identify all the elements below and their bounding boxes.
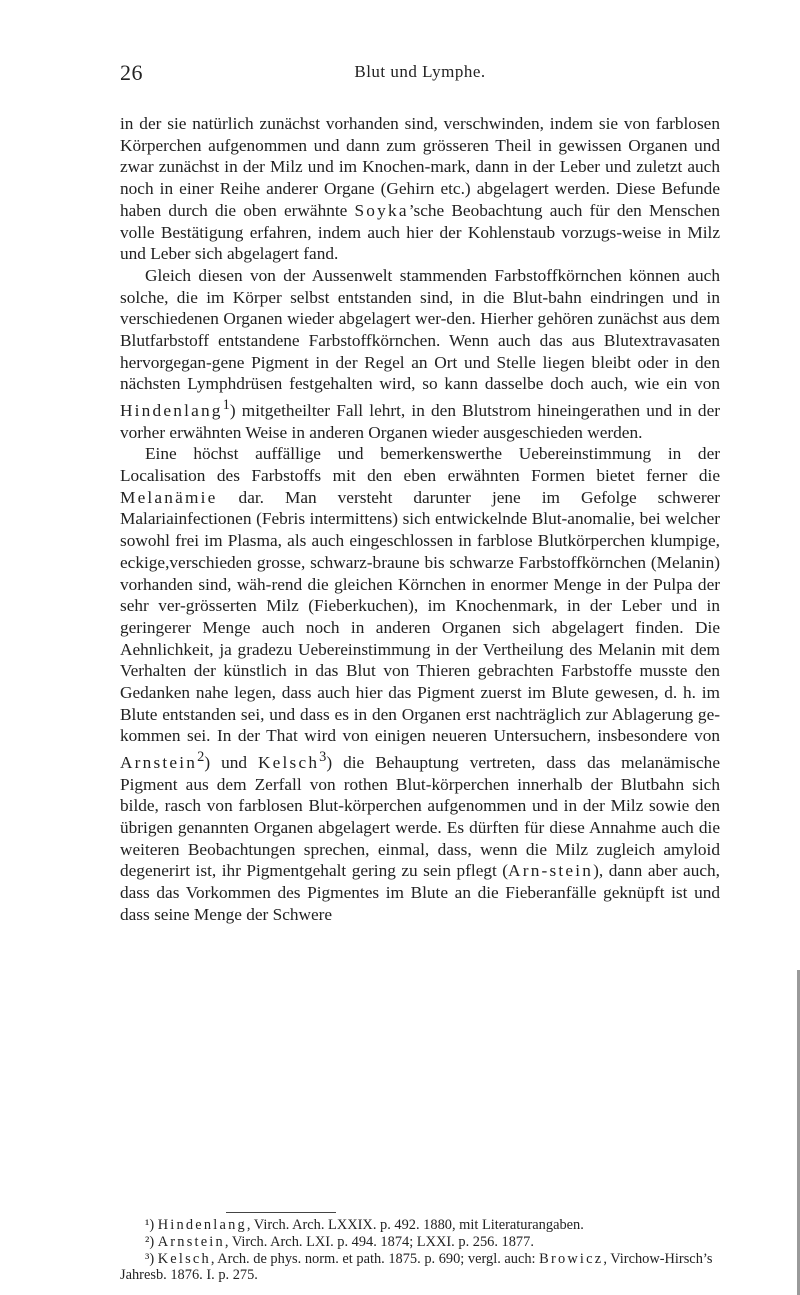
paragraph-3: Eine höchst auffällige und bemerkenswerthe Uebereinstimmung in der Localisation des Farbstoffs mit den eben erwähnten Formen bietet ferner die Melanämie dar. Man versteht darunter jene im Gefolge schwerer Malariainfectionen (Febris intermittens) sich entwickelnde Blut-anomalie, bei welcher sowohl frei im Plasma, als auch eingeschlossen in farblose Blutkörperchen klumpige, eckige,verschieden grosse, schwarz-braune bis schwarze Farbstoffkörnchen (Melanin) vorhanden sind, wäh-rend die gleichen Körnchen in enormer Menge in der Pulpa der sehr ver-grösserten Milz (Fieberkuchen), im Knochenmark, in der Leber und in geringerer Menge auch noch in anderen Organen sich abgelagert finden. Die Aehnlichkeit, ja gradezu Uebereinstimmung in der Vertheilung des Melanin mit dem Verhalten der künstlich in das Blut von Thieren gebrachten Farbstoffe musste den Gedanken nahe legen, dass auch hier das Pigment zuerst im Blute gewesen, d. h. im Blute entstanden sei, und dass es in den Organen erst nachträglich zur Ablagerung ge-kommen sei. In der That wird von einigen neueren Untersuchern, insbesondere von Arnstein$^2$) und Kelsch$^3$) die Behauptung vertreten, dass das melanämische Pigment aus dem Zerfall von rothen Blut-körperchen innerhalb der Blutbahn sich bilde, rasch von farblosen Blut-körperchen aufgenommen und in der Milz sowie den übrigen genannten Organen abgelagert werde. Es dürften für diese Annahme auch die weiteren Beobachtungen sprechen, einmal, dass, wenn die Milz zugleich amyloid degenerirt ist, ihr Pigmentgehalt gering zu sein pflegt (Arn-stein), dann aber auch, dass das Vorkommen des Pigmentes im Blute an die Fieberanfälle geknüpft ist und dass seine Menge der Schwere xyxy=(120,444,720,924)
footnote-2 xyxy=(120,1234,720,1251)
author-name: Arnstein xyxy=(120,752,198,772)
footnote-mark: ³) xyxy=(145,1250,155,1267)
citation-text: , Virchow-Hirsch’s Jahresb. 1876. I. p. 275. xyxy=(120,1250,713,1284)
text-segment: ’sche Beobachtung auch für den Menschen volle Bestätigung erfahren, indem auch hier der Kohlenstaub vorzugs-weise in Milz und Leber sich abgelagert fand. xyxy=(120,200,720,264)
emphasized-term: Melanämie xyxy=(120,487,218,507)
footnote-mark: ²) xyxy=(145,1233,155,1250)
author-name: Hindenlang xyxy=(157,1217,247,1233)
author-name: Soyka xyxy=(354,200,409,220)
body-text xyxy=(120,113,720,926)
author-name: Arnstein xyxy=(157,1233,225,1250)
text-segment: und xyxy=(210,752,258,772)
author-name: Kelsch xyxy=(157,1250,211,1267)
author-name: Kelsch xyxy=(257,752,320,772)
author-name: Hindenlang xyxy=(120,400,223,420)
paragraph-2: Gleich diesen von der Aussenwelt stammenden Farbstoffkörnchen können auch solche, die im Körper selbst entstanden sind, in die Blut-bahn eindringen und in verschiedenen Organen wieder abgelagert wer-den. Hierher gehören zunächst aus dem Blutfarbstoff entstandene Farbstoffkörnchen. Wenn auch das aus Blutextravasaten hervorgegan-gene Pigment in der Regel an Ort und Stelle liegen bleibt oder in den nächsten Lymphdrüsen festgehalten wird, so kann dasselbe doch auch, wie ein von Hindenlang$^1$) mitgetheilter Fall lehrt, in den Blutstrom hineingerathen und in der vorher erwähnten Weise in anderen Organen wieder ausgeschieden werden. xyxy=(120,265,720,442)
text-segment: ), dann aber auch, dass das Vorkommen des Pigmentes im Blute an die Fieberanfälle geknüpft ist und dass seine Menge der Schwere xyxy=(120,861,720,924)
footnote-ref: 2 xyxy=(197,749,205,766)
page-number: 26 xyxy=(120,60,143,85)
footnote-mark: ¹) xyxy=(145,1217,155,1233)
footnote-divider xyxy=(226,1212,336,1213)
footnote-ref: 1 xyxy=(222,397,230,414)
paragraph-1 xyxy=(120,113,720,265)
text-segment: dar. Man versteht darunter jene im Gefolge schwerer Malariainfectionen (Febris intermittens) sich entwickelnde Blut-anomalie, bei welcher sowohl frei im Plasma, als auch eingeschlossen in farblose Blutkörperchen klumpige, eckige,verschieden grosse, schwarz-braune bis schwarze Farbstoffkörnchen (Melanin) vorhanden sind, wäh-rend die gleichen Körnchen in enormer Menge in der Pulpa der sehr ver-grösserten Milz (Fieberkuchen), im Knochenmark, in der Leber und in geringerer Menge auch noch in anderen Organen sich abgelagert finden. Die Aehnlichkeit, ja gradezu Uebereinstimmung in der Vertheilung des Melanin mit dem Verhalten der künstlich in das Blut von Thieren gebrachten Farbstoffe musste den Gedanken nahe legen, dass auch hier das Pigment zuerst im Blute gewesen, d. h. im Blute entstanden sei, und dass es in den Organen erst nachträglich zur Ablagerung ge-kommen sei. In der That wird von einigen neueren Untersuchern, insbesondere von xyxy=(120,487,720,746)
running-title: Blut und Lymphe. xyxy=(354,62,486,81)
citation-text: , Virch. Arch. LXXIX. p. 492. 1880, mit Literaturangaben. xyxy=(246,1217,584,1233)
footnote-ref: 3 xyxy=(319,749,327,766)
text-segment: Eine höchst auffällige und bemerkenswerthe Uebereinstimmung in der Localisation des Farbstoffs mit den eben erwähnten Formen bietet ferner die xyxy=(120,444,720,486)
author-name: Arn-stein xyxy=(508,861,594,881)
citation-text: , Arch. de phys. norm. et path. 1875. p. 690; vergl. auch: xyxy=(210,1250,540,1267)
text-segment: Gleich diesen von der Aussenwelt stammenden Farbstoffkörnchen können auch solche, die im Körper selbst entstanden sind, in die Blut-bahn eindringen und in verschiedenen Organen wieder abgelagert wer-den. Hierher gehören zunächst aus dem Blutfarbstoff entstandene Farbstoffkörnchen. Wenn auch das aus Blutextravasaten hervorgegan-gene Pigment in der Regel an Ort und Stelle liegen bleibt oder in den nächsten Lymphdrüsen festgehalten wird, so kann dasselbe doch auch, wie ein von xyxy=(120,265,720,394)
text-segment: mitgetheilter Fall lehrt, in den Blutstrom hineingerathen und in der vorher erwähnten Weise in anderen Organen wieder ausgeschieden werden. xyxy=(120,400,720,442)
footnote-1 xyxy=(120,1217,720,1234)
text-segment: die Behauptung vertreten, dass das melanämische Pigment aus dem Zerfall von rothen Blut-körperchen innerhalb der Blutbahn sich bilde, rasch von farblosen Blut-körperchen aufgenommen und in der Milz sowie den übrigen genannten Organen abgelagert werde. Es dürften für diese Annahme auch die weiteren Beobachtungen sprechen, einmal, dass, wenn die Milz zugleich amyloid degenerirt ist, ihr Pigmentgehalt gering zu sein pflegt ( xyxy=(120,752,720,881)
page-header xyxy=(120,60,720,88)
author-name: Browicz xyxy=(539,1250,604,1267)
footnotes xyxy=(120,1217,720,1284)
footnote-3 xyxy=(120,1251,720,1285)
text-segment: in der sie natürlich zunächst vorhanden sind, verschwinden, indem sie von farblosen Körperchen aufgenommen und dann zum grösseren Theil in gewissen Organen und zwar zunächst in der Milz und im Knochen-mark, dann in der Leber und zuletzt auch noch in einer Reihe anderer Organe (Gehirn etc.) abgelagert werden. Diese Befunde haben durch die oben erwähnte xyxy=(120,114,720,220)
citation-text: , Virch. Arch. LXI. p. 494. 1874; LXXI. p. 256. 1877. xyxy=(224,1233,534,1250)
